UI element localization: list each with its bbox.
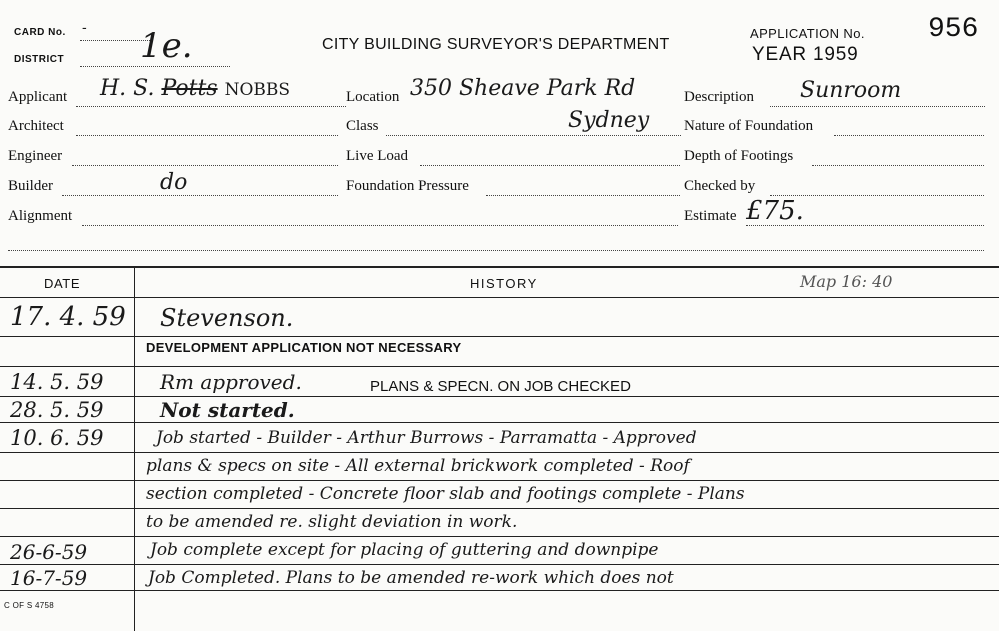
architect-line — [76, 135, 338, 136]
class-value: Sydney — [568, 108, 650, 133]
history-date: 16-7-59 — [10, 566, 88, 590]
row-line — [0, 336, 999, 337]
history-date: 28. 5. 59 — [10, 398, 104, 422]
live-load-label: Live Load — [346, 148, 409, 164]
row-line — [0, 422, 999, 423]
alignment-label: Alignment — [8, 208, 73, 224]
district-line — [80, 66, 230, 67]
history-entry: Stevenson. — [160, 304, 294, 332]
nature-line — [834, 135, 984, 136]
applicant-value — [100, 76, 290, 101]
history-entry: Job complete except for placing of guttering and downpipe — [150, 540, 659, 560]
engineer-label: Engineer — [8, 148, 63, 164]
history-header: HISTORY — [470, 276, 538, 291]
applicant-line — [76, 106, 346, 107]
history-corner-note: Map 16: 40 — [800, 272, 893, 291]
nature-of-foundation-label: Nature of Foundation — [684, 118, 814, 134]
architect-label: Architect — [8, 118, 64, 134]
applicant-initials: H. S. — [100, 76, 155, 101]
live-load-line — [420, 165, 680, 166]
alignment-line — [82, 225, 678, 226]
history-entry: Job started - Builder - Arthur Burrows - Parramatta - Approved — [156, 428, 697, 448]
history-entry: Not started. — [160, 398, 295, 422]
row-line — [0, 452, 999, 453]
depth-line — [812, 165, 984, 166]
engineer-line — [72, 165, 338, 166]
district-label: DISTRICT — [14, 54, 65, 65]
table-top-border — [0, 266, 999, 268]
class-line — [386, 135, 681, 136]
history-entry: plans & specs on site - All external brickwork completed - Roof — [146, 456, 690, 476]
date-header: DATE — [44, 276, 81, 291]
application-label: APPLICATION No. — [750, 26, 865, 41]
applicant-label: Applicant — [8, 89, 68, 105]
form-code: C OF S 4758 — [4, 601, 54, 610]
history-date: 17. 4. 59 — [10, 302, 126, 332]
location-value: 350 Sheave Park Rd — [410, 76, 636, 101]
row-line — [0, 396, 999, 397]
class-label: Class — [346, 118, 379, 134]
row-line — [0, 536, 999, 537]
row-line — [0, 480, 999, 481]
foundation-pressure-label: Foundation Pressure — [346, 178, 469, 194]
builder-value: do — [160, 170, 188, 195]
history-entry-stamp: DEVELOPMENT APPLICATION NOT NECESSARY — [146, 340, 462, 355]
plans-checked-stamp: PLANS & SPECN. ON JOB CHECKED — [370, 378, 631, 395]
history-date: 26-6-59 — [10, 540, 88, 564]
history-entry: Job Completed. Plans to be amended re-work which does not — [148, 568, 674, 588]
district-value: 1e. — [140, 26, 193, 66]
builder-label: Builder — [8, 178, 53, 194]
description-value: Sunroom — [800, 78, 902, 103]
builder-line — [62, 195, 338, 196]
application-number: 956 — [928, 14, 979, 45]
table-header-border — [0, 297, 999, 298]
location-label: Location — [346, 89, 400, 105]
history-date: 10. 6. 59 — [10, 426, 104, 450]
foundation-pressure-line — [486, 195, 680, 196]
card-no-label: CARD No. — [14, 27, 66, 38]
row-line — [0, 590, 999, 591]
history-entry: to be amended re. slight deviation in work. — [146, 512, 518, 532]
history-date: 14. 5. 59 — [10, 370, 104, 394]
card-no-value: - — [82, 20, 87, 36]
year-label: YEAR 1959 — [752, 44, 859, 65]
row-line — [0, 508, 999, 509]
applicant-struck: Potts — [161, 76, 218, 101]
row-line — [0, 564, 999, 565]
date-column-divider — [134, 266, 135, 631]
description-line — [770, 106, 985, 107]
history-entry: Rm approved. — [160, 370, 302, 394]
applicant-surname: NOBBS — [224, 80, 291, 100]
depth-of-footings-label: Depth of Footings — [684, 148, 794, 164]
history-entry: section completed - Concrete floor slab and footings complete - Plans — [146, 484, 745, 504]
description-label: Description — [684, 89, 754, 105]
blank-line — [8, 250, 984, 251]
estimate-label: Estimate — [684, 208, 737, 224]
checked-by-label: Checked by — [684, 178, 756, 194]
department-title: CITY BUILDING SURVEYOR'S DEPARTMENT — [322, 36, 670, 53]
estimate-value: £75. — [746, 196, 804, 226]
estimate-line — [746, 225, 984, 226]
row-line — [0, 366, 999, 367]
